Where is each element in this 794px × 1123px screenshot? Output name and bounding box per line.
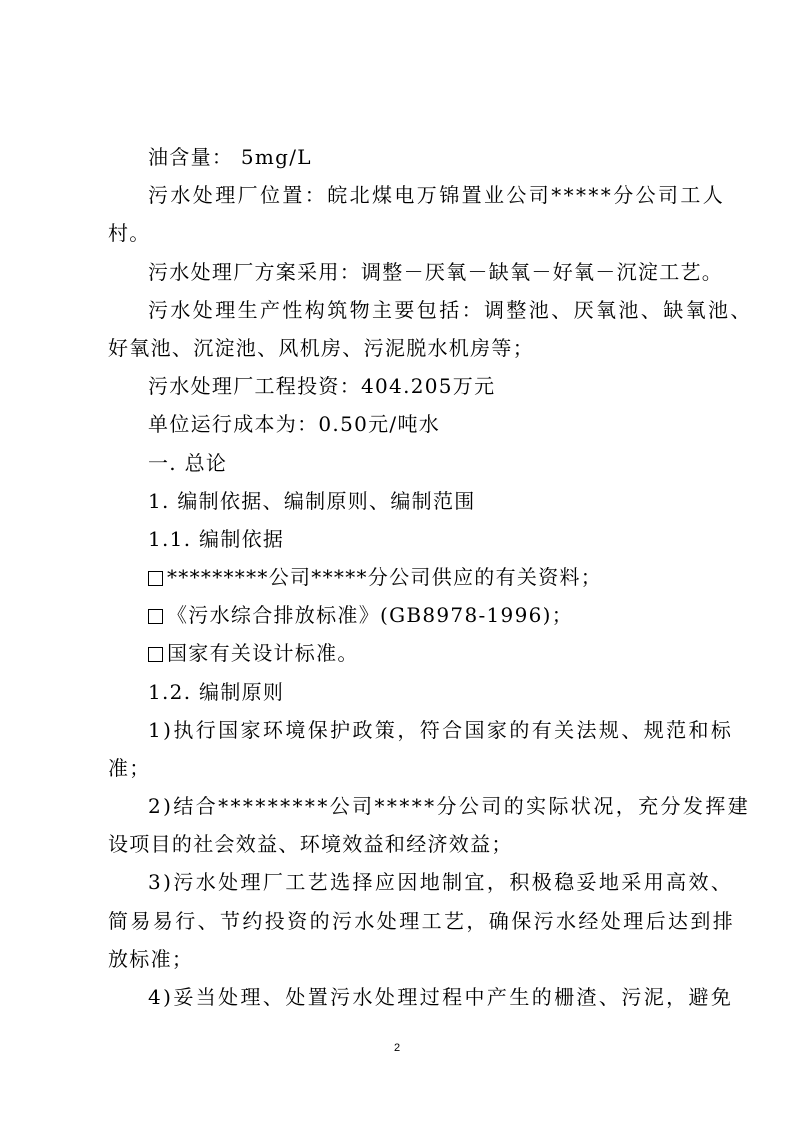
investment-line: 污水处理厂工程投资：404.205万元 xyxy=(148,374,496,398)
basis-item-discharge-standard xyxy=(148,600,748,630)
principle-3-line-end: 放标准； xyxy=(108,947,194,971)
structures-line: 污水处理生产性构筑物主要包括：调整池、厌氧池、缺氧池、 xyxy=(148,298,753,322)
principle-2-line-cont: 设项目的社会效益、环境效益和经济效益； xyxy=(108,832,513,856)
checkbox-icon xyxy=(148,609,163,624)
principle-2-line: 2)结合*********公司*****分公司的实际状况，充分发挥建 xyxy=(148,794,751,818)
basis-item-label: *********公司*****分公司供应的有关资料； xyxy=(167,565,603,589)
checkbox-icon xyxy=(148,571,163,586)
checkbox-icon xyxy=(148,647,163,662)
principle-1-line: 1)执行国家环境保护政策，符合国家的有关法规、规范和标 xyxy=(148,718,734,742)
heading-compilation-basis: 1.1. 编制依据 xyxy=(148,527,285,551)
operating-cost-line: 单位运行成本为：0.50元/吨水 xyxy=(148,412,441,436)
basis-item-label: 《污水综合排放标准》(GB8978-1996)； xyxy=(167,603,574,627)
plant-location-line-cont: 村。 xyxy=(108,221,151,245)
basis-item-label: 国家有关设计标准。 xyxy=(167,641,359,665)
section-heading-general: 一. 总论 xyxy=(148,451,228,475)
basis-item-design-standards xyxy=(148,638,748,668)
principle-1-line-cont: 准； xyxy=(108,756,151,780)
basis-item-company-data xyxy=(148,562,748,592)
principle-4-line: 4)妥当处理、处置污水处理过程中产生的栅渣、污泥，避免 xyxy=(148,985,734,1009)
page-number: 2 xyxy=(393,1042,401,1054)
principle-3-line: 3)污水处理厂工艺选择应因地制宜，积极稳妥地采用高效、 xyxy=(148,870,734,894)
heading-basis-principles-scope: 1. 编制依据、编制原则、编制范围 xyxy=(148,489,476,513)
plant-process-line: 污水处理厂方案采用：调整－厌氧－缺氧－好氧－沉淀工艺。 xyxy=(148,260,724,284)
plant-location-line: 污水处理厂位置：皖北煤电万锦置业公司*****分公司工人 xyxy=(148,183,726,207)
heading-compilation-principles: 1.2. 编制原则 xyxy=(148,680,285,704)
principle-3-line-cont: 简易易行、节约投资的污水处理工艺，确保污水经处理后达到排 xyxy=(108,909,736,933)
oil-content-line: 油含量： 5mg/L xyxy=(148,145,312,169)
structures-line-cont: 好氧池、沉淀池、风机房、污泥脱水机房等； xyxy=(108,336,534,360)
